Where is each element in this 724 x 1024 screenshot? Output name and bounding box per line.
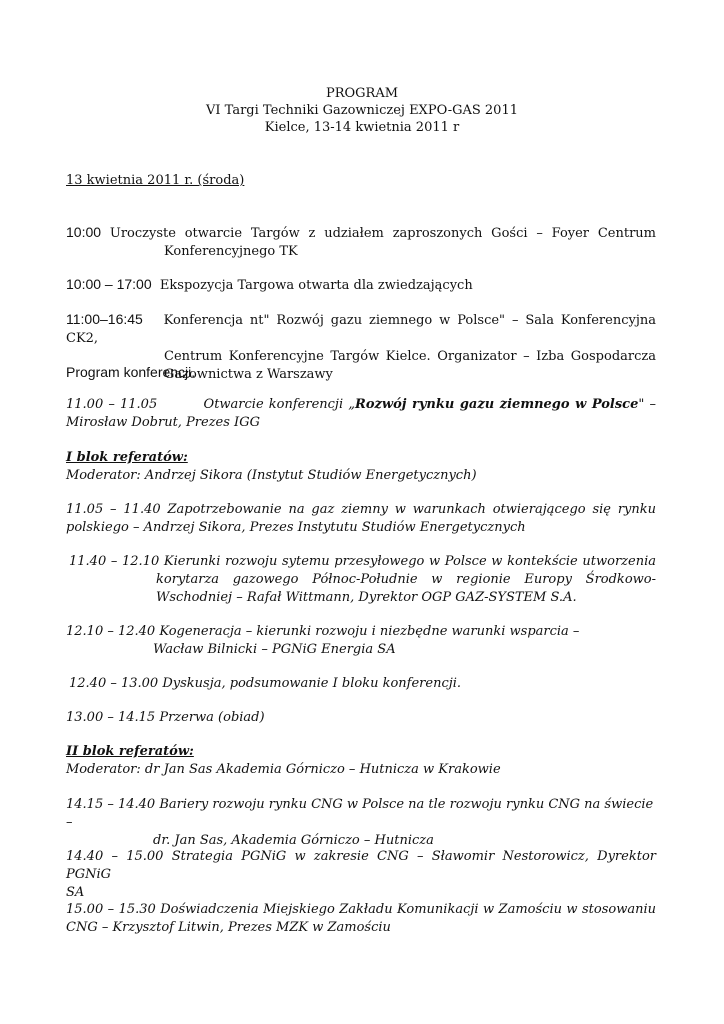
block2-talk [66, 796, 656, 850]
schedule-description-cont: Konferencyjnego TK [164, 244, 298, 259]
talk-line: 11.40 – 12.10 Kierunki rozwoju sytemu przesyłowego w Polsce w kontekście utworzenia [69, 554, 656, 569]
schedule-description: Konferencja nt" Rozwój gazu ziemnego w Polsce" – Sala Konferencyjna CK2, [66, 313, 656, 346]
talk-line: korytarza gazowego Północ-Południe w regionie Europy Środkowo- [156, 572, 656, 587]
program-heading: Program konferencji. [66, 364, 196, 380]
block1-header [66, 449, 656, 485]
conference-opening [66, 396, 656, 432]
schedule-item-exhibition [66, 275, 656, 295]
block2-heading: II blok referatów: [66, 744, 194, 759]
talk-line: Wschodniej – Rafał Wittmann, Dyrektor OGP GAZ-SYSTEM S.A. [156, 590, 577, 605]
schedule-time: 10:00 – 17:00 [66, 276, 152, 292]
talk-line: 14.40 – 15.00 Strategia PGNiG w zakresie CNG – Sławomir Nestorowicz, Dyrektor PGNiG [66, 849, 656, 882]
block2-moderator: Moderator: dr Jan Sas Akademia Górniczo – Hutnicza w Krakowie [66, 762, 501, 777]
opening-text: Otwarcie konferencji [203, 397, 344, 412]
opening-quote-open: „ [348, 397, 356, 412]
talk-line: polskiego – Andrzej Sikora, Prezes Instytutu Studiów Energetycznych [66, 520, 526, 535]
talk-line: 12.10 – 12.40 Kogeneracja – kierunki rozwoju i niezbędne warunki wsparcia – [66, 624, 580, 639]
block1-moderator: Moderator: Andrzej Sikora (Instytut Studiów Energetycznych) [66, 468, 477, 483]
header-date-place: Kielce, 13-14 kwietnia 2011 r [264, 120, 460, 135]
block1-heading: I blok referatów: [66, 450, 188, 465]
opening-speaker: Mirosław Dobrut, Prezes IGG [66, 415, 260, 430]
talk-line: 13.00 – 14.15 Przerwa (obiad) [66, 710, 265, 725]
opening-time: 11.00 – 11.05 [66, 397, 158, 412]
opening-title: Rozwój rynku gazu ziemnego w Polsce [355, 397, 639, 412]
header-event-name: VI Targi Techniki Gazowniczej EXPO-GAS 2011 [206, 103, 518, 118]
day-heading: 13 kwietnia 2011 r. (środa) [66, 173, 245, 188]
block1-talk [66, 501, 656, 537]
block2-header [66, 743, 656, 779]
talk-line: dr. Jan Sas, Akademia Górniczo – Hutnicza [153, 833, 434, 848]
talk-line: 12.40 – 13.00 Dyskusja, podsumowanie I bloku konferencji. [69, 676, 462, 691]
opening-quote-close: " – [638, 397, 656, 412]
header-program: PROGRAM [325, 86, 399, 101]
block1-discussion [69, 675, 659, 693]
block1-talk [66, 623, 656, 659]
schedule-time: 10:00 [66, 224, 102, 240]
schedule-description: Ekspozycja Targowa otwarta dla zwiedzających [159, 278, 473, 293]
block1-break [66, 709, 656, 727]
schedule-description: Uroczyste otwarcie Targów z udziałem zaproszonych Gości – Foyer Centrum [109, 226, 656, 241]
document-header [0, 85, 724, 136]
talk-line: 11.05 – 11.40 Zapotrzebowanie na gaz ziemny w warunkach otwierającego się rynku [66, 502, 656, 517]
block2-talk [66, 901, 656, 937]
schedule-time: 11:00–16:45 [66, 311, 143, 327]
talk-line: 14.15 – 14.40 Bariery rozwoju rynku CNG w Polsce na tle rozwoju rynku CNG na świecie – [66, 797, 654, 830]
day-heading-block [66, 172, 656, 190]
talk-line: 15.00 – 15.30 Doświadczenia Miejskiego Zakładu Komunikacji w Zamościu w stosowaniu [66, 902, 656, 917]
talk-line: SA [66, 885, 85, 900]
schedule-item-opening [66, 223, 656, 261]
block1-talk [69, 553, 656, 607]
schedule-description-cont: Centrum Konferencyjne Targów Kielce. Organizator – Izba Gospodarcza [164, 349, 656, 364]
talk-line: CNG – Krzysztof Litwin, Prezes MZK w Zamościu [66, 920, 391, 935]
schedule-description-cont: Gazownictwa z Warszawy [164, 367, 333, 382]
block2-talk [66, 848, 656, 902]
talk-line: Wacław Bilnicki – PGNiG Energia SA [153, 642, 396, 657]
program-heading-block [66, 363, 656, 383]
